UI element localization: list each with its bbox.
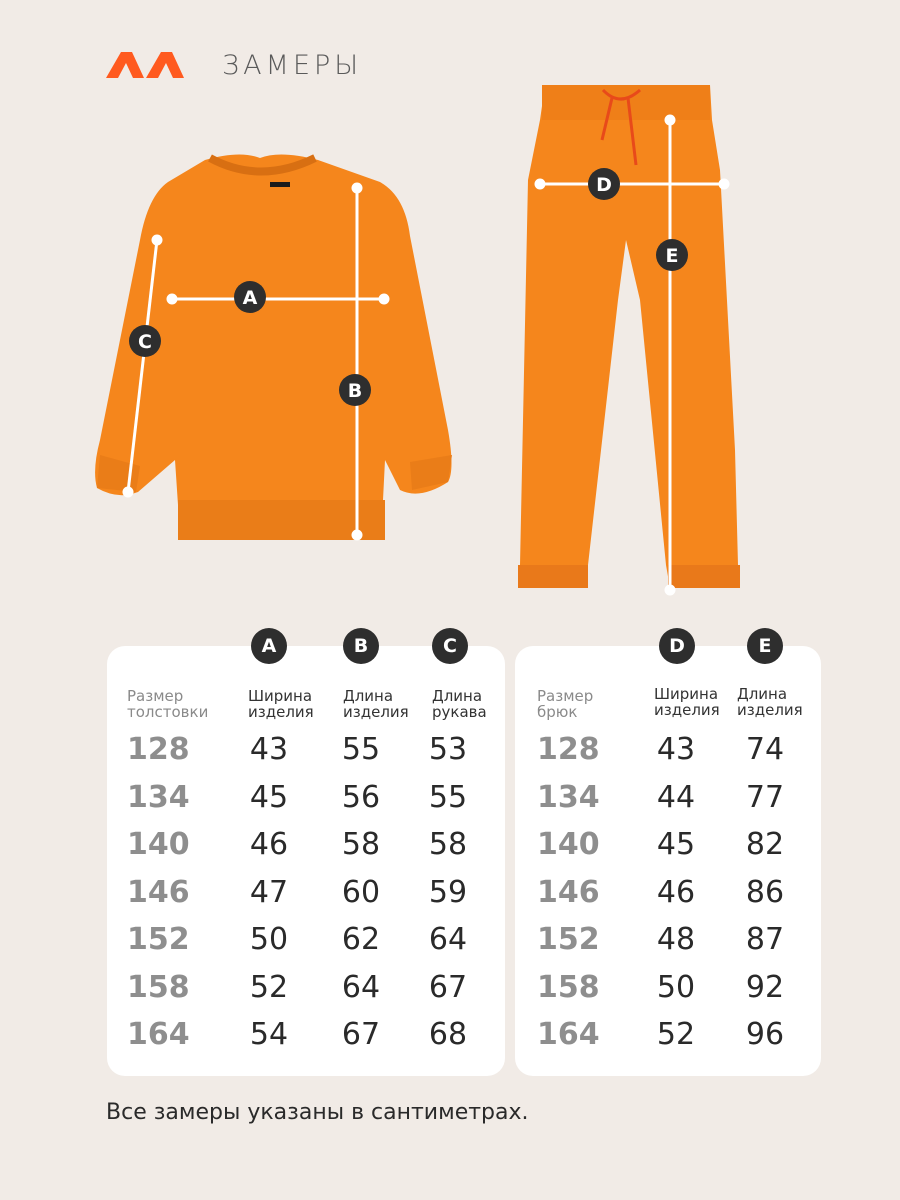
size-cell: 146: [127, 874, 190, 910]
size-cell: 134: [127, 779, 190, 815]
value-cell: 68: [428, 1017, 468, 1052]
size-column-header: Размер толстовки: [127, 687, 209, 721]
size-cell: 134: [537, 779, 600, 815]
column-badge-b: B: [343, 628, 379, 664]
value-cell: 62: [341, 922, 381, 957]
value-cell: 82: [745, 827, 785, 862]
value-cell: 59: [428, 874, 468, 910]
page-title: ЗАМЕРЫ: [222, 50, 363, 81]
value-cell: 87: [745, 922, 785, 957]
value-cell: 46: [249, 827, 289, 862]
size-cell: 164: [537, 1017, 600, 1052]
pants-illustration: [518, 85, 740, 588]
value-cell: 74: [745, 732, 785, 767]
sweatshirt-size-table: [107, 635, 505, 1076]
value-cell: 55: [341, 732, 381, 767]
badge-c-icon: [129, 325, 161, 357]
value-cell: 46: [656, 874, 696, 910]
column-badge-a: A: [251, 628, 287, 664]
svg-text:B: B: [347, 380, 363, 402]
footnote: Все замеры указаны в сантиметрах.: [106, 1100, 529, 1125]
value-cell: 45: [249, 779, 289, 815]
svg-text:E: E: [665, 245, 679, 267]
size-cell: 152: [127, 922, 190, 957]
size-cell: 146: [537, 874, 600, 910]
size-cell: 158: [537, 969, 600, 1005]
value-cell: 58: [428, 827, 468, 862]
width-column-header: Ширина изделия: [654, 685, 720, 719]
value-cell: 92: [745, 969, 785, 1005]
value-cell: 67: [428, 969, 468, 1005]
value-cell: 77: [745, 779, 785, 815]
value-cell: 44: [656, 779, 696, 815]
size-cell: 140: [537, 827, 600, 862]
size-cell: 128: [127, 732, 190, 767]
svg-text:C: C: [138, 331, 152, 353]
size-cell: 128: [537, 732, 600, 767]
length-column-header: Длина изделия: [343, 687, 409, 721]
value-cell: 48: [656, 922, 696, 957]
value-cell: 54: [249, 1017, 289, 1052]
pants-size-table: [515, 635, 821, 1076]
sleeve-column-header: Длина рукава: [432, 687, 487, 721]
badge-e-icon: [656, 239, 688, 271]
value-cell: 60: [341, 874, 381, 910]
value-cell: 45: [656, 827, 696, 862]
value-cell: 96: [745, 1017, 785, 1052]
badge-d-icon: [588, 168, 620, 200]
value-cell: 55: [428, 779, 468, 815]
width-column-header: Ширина изделия: [248, 687, 314, 721]
size-cell: 140: [127, 827, 190, 862]
badge-a-icon: [234, 281, 266, 313]
value-cell: 64: [428, 922, 468, 957]
value-cell: 50: [249, 922, 289, 957]
size-cell: 152: [537, 922, 600, 957]
value-cell: 64: [341, 969, 381, 1005]
column-badge-d: D: [659, 628, 695, 664]
size-cell: 158: [127, 969, 190, 1005]
size-column-header: Размер брюк: [537, 687, 594, 721]
value-cell: 43: [249, 732, 289, 767]
svg-text:A: A: [242, 287, 258, 309]
column-badge-e: E: [747, 628, 783, 664]
value-cell: 52: [249, 969, 289, 1005]
value-cell: 52: [656, 1017, 696, 1052]
value-cell: 53: [428, 732, 468, 767]
value-cell: 50: [656, 969, 696, 1005]
size-cell: 164: [127, 1017, 190, 1052]
value-cell: 47: [249, 874, 289, 910]
column-badge-c: C: [432, 628, 468, 664]
svg-text:D: D: [596, 174, 612, 196]
badge-b-icon: [339, 374, 371, 406]
length-column-header: Длина изделия: [737, 685, 803, 719]
value-cell: 86: [745, 874, 785, 910]
value-cell: 43: [656, 732, 696, 767]
value-cell: 58: [341, 827, 381, 862]
value-cell: 67: [341, 1017, 381, 1052]
value-cell: 56: [341, 779, 381, 815]
